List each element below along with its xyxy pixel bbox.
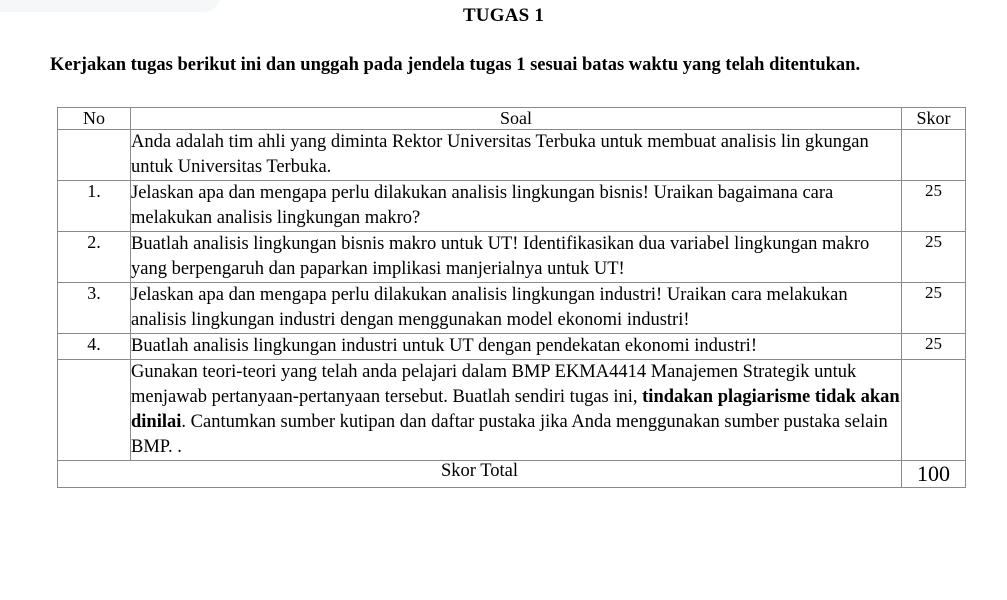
table-row (58, 283, 966, 334)
row-score: 25 (902, 334, 966, 360)
page-title: TUGAS 1 (462, 5, 545, 26)
row-question: Jelaskan apa dan mengapa perlu dilakukan analisis lingkungan industri! Uraikan cara melakukan analisis lingkungan industri dengan menggunakan model ekonomi industri! (131, 283, 902, 334)
table-row (58, 232, 966, 283)
table-row-closing-note (58, 360, 966, 461)
total-label: Skor Total (58, 461, 902, 488)
row-number: 1. (58, 181, 131, 232)
row-number-empty (58, 360, 131, 461)
closing-note-emphasis: tindakan plagiarisme tidak akan dinilai (131, 387, 900, 432)
row-score (902, 130, 966, 181)
row-score-empty (902, 360, 966, 461)
column-header-skor: Skor (902, 108, 966, 130)
table-row-total (58, 461, 966, 488)
table-row (58, 181, 966, 232)
column-header-soal: Soal (131, 108, 902, 130)
row-question: Buatlah analisis lingkungan industri untuk UT dengan pendekatan ekonomi industri! (131, 334, 902, 360)
row-number (58, 130, 131, 181)
table-header-row (58, 108, 966, 130)
closing-note (131, 360, 902, 461)
total-score: 100 (902, 461, 966, 488)
row-number: 2. (58, 232, 131, 283)
assignment-table (57, 107, 966, 488)
row-score: 25 (902, 232, 966, 283)
closing-note-part2: . Cantumkan sumber kutipan dan daftar pustaka jika Anda menggunakan sumber pustaka selain BMP. . (131, 412, 888, 457)
table-row (58, 130, 966, 181)
row-question: Jelaskan apa dan mengapa perlu dilakukan analisis lingkungan bisnis! Uraikan bagaimana cara melakukan analisis lingkungan makro? (131, 181, 902, 232)
row-number: 4. (58, 334, 131, 360)
column-header-no: No (58, 108, 131, 130)
table-row (58, 334, 966, 360)
row-question: Anda adalah tim ahli yang diminta Rektor Universitas Terbuka untuk membuat analisis lin gkungan untuk Universitas Terbuka. (131, 130, 902, 181)
row-question: Buatlah analisis lingkungan bisnis makro untuk UT! Identifikasikan dua variabel lingkungan makro yang berpengaruh dan paparkan implikasi manjerialnya untuk UT! (131, 232, 902, 283)
row-score: 25 (902, 181, 966, 232)
closing-note-part1: Gunakan teori-teori yang telah anda pelajari dalam BMP EKMA4414 Manajemen Strategik untuk menjawab pertanyaan-pertanyaan tersebut. Buatlah sendiri tugas ini, (131, 362, 857, 407)
row-score: 25 (902, 283, 966, 334)
intro-paragraph: Kerjakan tugas berikut ini dan unggah pada jendela tugas 1 sesuai batas waktu yang telah ditentukan. (50, 55, 861, 75)
row-number: 3. (58, 283, 131, 334)
